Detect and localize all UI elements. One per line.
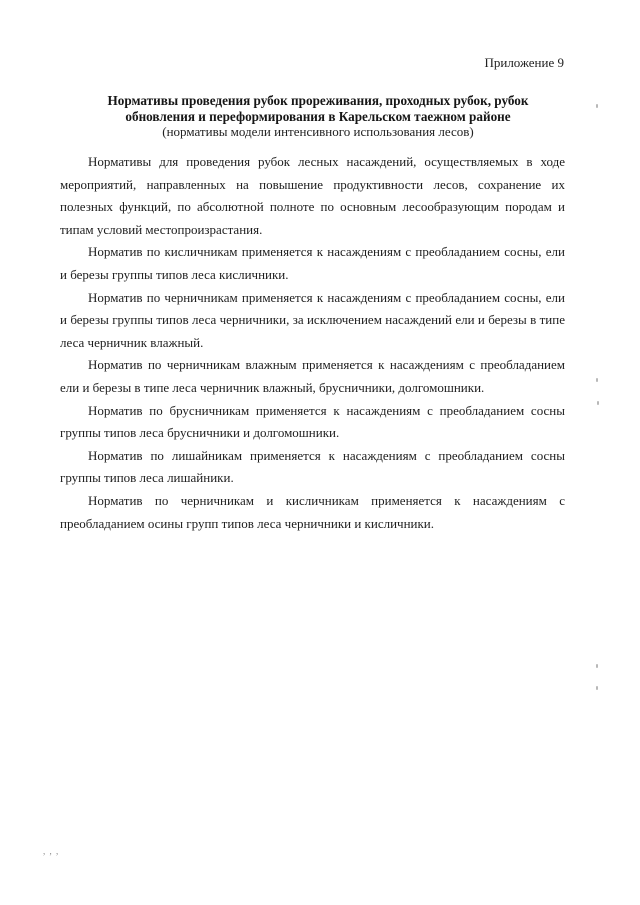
document-subtitle: (нормативы модели интенсивного использования лесов) [162,124,474,139]
scan-speck [596,664,598,668]
title-line-2: обновления и переформирования в Карельском таежном районе [125,108,511,124]
document-heading [60,93,576,140]
paragraph-intro: Нормативы для проведения рубок лесных насаждений, осуществляемых в ходе мероприятий, направленных на повышение продуктивности лесов, сохранение их полезных функций, по абсолютной полноте по основным лесообразующим породам и типам условий местопроизрастания. [60,154,565,237]
scan-speck [596,378,598,382]
document-body [60,151,565,535]
paragraph-osina: Норматив по черничникам и кисличникам применяется к насаждениям с преобладанием осины групп типов леса черничники и кисличники. [60,492,565,531]
paragraph-kislichniki: Норматив по кисличникам применяется к насаждениям с преобладанием сосны, ели и березы группы типов леса кисличники. [60,244,565,282]
paragraph-chernichniki-vlazhnye: Норматив по черничникам влажным применяется к насаждениям с преобладанием ели и березы в типе леса черничник влажный, брусничники, долгомошники. [60,357,565,395]
scan-speck [596,104,598,108]
paragraph-lishainiki: Норматив по лишайникам применяется к насаждениям с преобладанием сосны группы типов леса лишайники. [60,447,565,486]
page-number-mark: , , , [43,846,60,856]
title-line-1: Нормативы проведения рубок прореживания, проходных рубок, рубок [107,93,529,108]
scan-speck [597,401,599,405]
appendix-label: Приложение 9 [484,55,564,70]
scan-speck [596,686,598,690]
paragraph-brusnichniki: Норматив по брусничникам применяется к насаждениям с преобладанием сосны группы типов леса брусничники и долгомошники. [60,402,565,441]
paragraph-chernichniki: Норматив по черничникам применяется к насаждениям с преобладанием сосны, ели и березы группы типов леса черничники, за исключением насаждений ели и березы в типе леса черничник влажный. [60,289,565,350]
